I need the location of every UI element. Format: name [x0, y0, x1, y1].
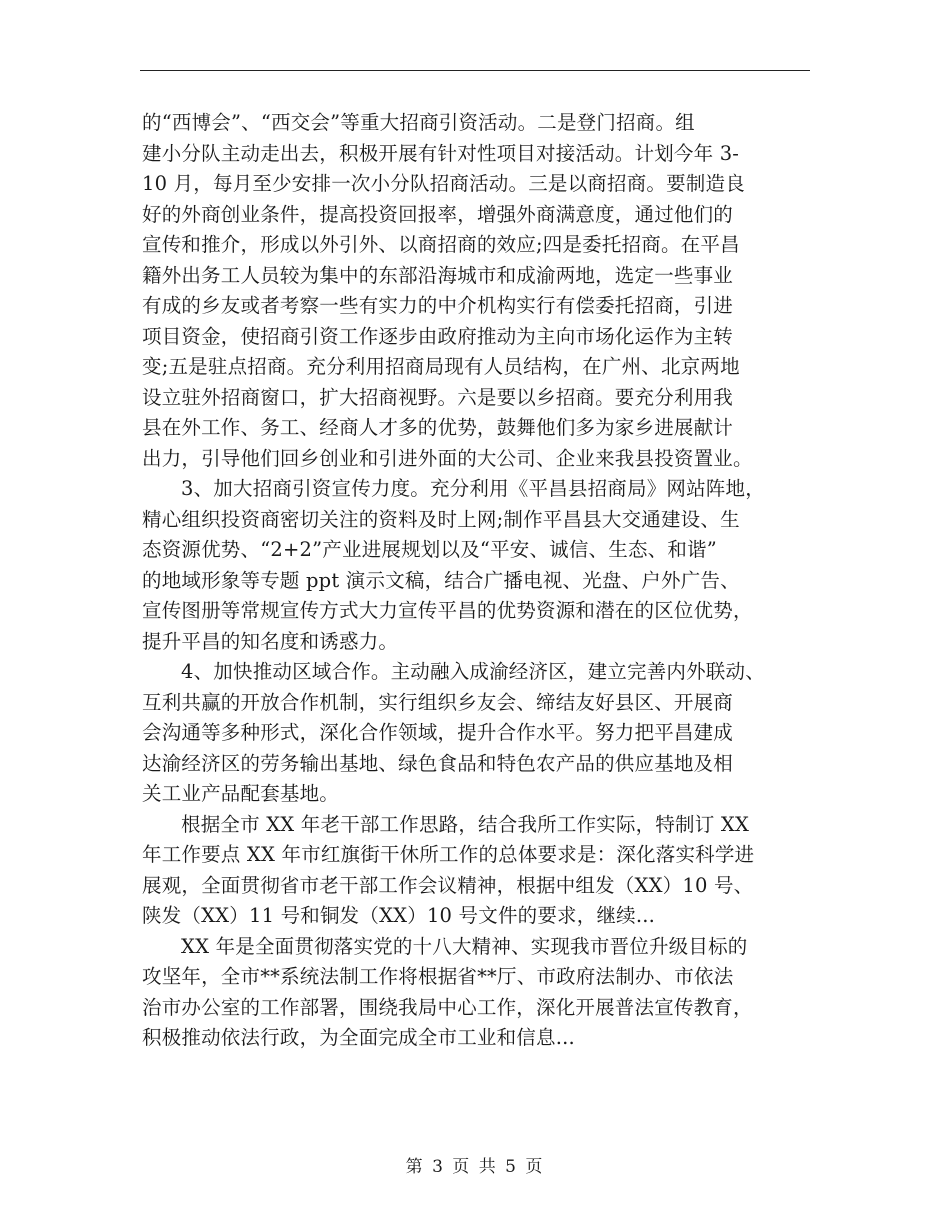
page-number: 第 3 页 共 5 页	[405, 1157, 545, 1177]
text-line: 宣传图册等常规宣传方式大力宣传平昌的优势资源和潜在的区位优势，	[142, 599, 753, 622]
text-line: 年工作要点 XX 年市红旗街干休所工作的总体要求是：深化落实科学进	[142, 843, 755, 866]
document-body	[142, 108, 822, 1054]
text-line: 会沟通等多种形式，深化合作领域，提升合作水平。努力把平昌建成	[142, 721, 734, 744]
text-line: 互利共赢的开放合作机制，实行组织乡友会、缔结友好县区、开展商	[142, 690, 734, 714]
text-line: 的“西博会”、“西交会”等重大招商引资活动。二是登门招商。组	[142, 111, 695, 134]
text-line: 出力，引导他们回乡创业和引进外面的大公司、企业来我县投资置业。	[142, 446, 753, 470]
text-line: 攻坚年，全市**系统法制工作将根据省**厅、市政府法制办、市依法	[142, 965, 734, 988]
text-line: 项目资金，使招商引资工作逐步由政府推动为主向市场化运作为主转	[142, 324, 734, 348]
text-line: 展观，全面贯彻省市老干部工作会议精神，根据中组发（XX）10 号、	[142, 873, 754, 897]
text-line: 4、加快推动区域合作。主动融入成渝经济区，建立完善内外联动、	[181, 660, 765, 683]
text-line: 达渝经济区的劳务输出基地、绿色食品和特色农产品的供应基地及相	[142, 751, 734, 775]
text-line: 宣传和推介，形成以外引外、以商招商的效应;四是委托招商。在平昌	[142, 233, 740, 256]
text-line: 变;五是驻点招商。充分利用招商局现有人员结构，在广州、北京两地	[142, 355, 740, 378]
text-line: 籍外出务工人员较为集中的东部沿海城市和成渝两地，选定一些事业	[142, 263, 734, 287]
text-line: 积极推动依法行政，为全面完成全市工业和信息...	[142, 1026, 575, 1049]
text-line: 有成的乡友或者考察一些有实力的中介机构实行有偿委托招商，引进	[142, 294, 734, 317]
text-line: 3、加大招商引资宣传力度。充分利用《平昌县招商局》网站阵地，	[181, 477, 765, 500]
text-line: 建小分队主动走出去，积极开展有针对性项目对接活动。计划今年 3-	[142, 141, 740, 165]
text-line: 县在外工作、务工、经商人才多的优势，鼓舞他们多为家乡进展献计	[142, 416, 734, 439]
text-line: 设立驻外招商窗口，扩大招商视野。六是要以乡招商。要充分利用我	[142, 385, 734, 409]
text-line: 态资源优势、“2+2”产业进展规划以及“平安、诚信、生态、和谐”	[142, 538, 717, 561]
text-line: 根据全市 XX 年老干部工作思路，结合我所工作实际，特制订 XX	[181, 812, 750, 836]
text-line: 精心组织投资商密切关注的资料及时上网;制作平昌县大交通建设、生	[142, 507, 740, 531]
text-line: 10 月，每月至少安排一次小分队招商活动。三是以商招商。要制造良	[142, 172, 745, 195]
header-rule	[140, 70, 810, 71]
text-line: 陕发（XX）11 号和铜发（XX）10 号文件的要求，继续...	[142, 904, 656, 927]
text-line: 提升平昌的知名度和诱惑力。	[142, 629, 399, 653]
text-line: 治市办公室的工作部署，围绕我局中心工作，深化开展普法宣传教育，	[142, 995, 753, 1019]
text-line: 关工业产品配套基地。	[142, 782, 340, 805]
text-line: 的地域形象等专题 ppt 演示文稿，结合广播电视、光盘、户外广告、	[142, 568, 740, 592]
text-line: 好的外商创业条件，提高投资回报率，增强外商满意度，通过他们的	[142, 202, 734, 226]
text-line: XX 年是全面贯彻落实党的十八大精神、实现我市晋位升级目标的	[181, 934, 748, 958]
